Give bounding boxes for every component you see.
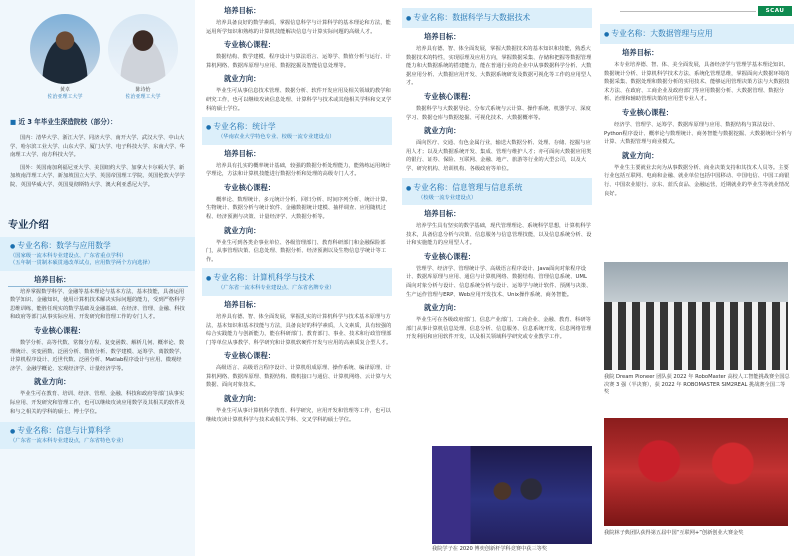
bullet-icon: ● (10, 428, 16, 436)
course-text: 经济学、管理学、运筹学、数据库原理与应用、数据结构与算法设计、Python程序设计、概率论与数理统计、商务智能与数据挖掘、大数据统计分析与计算、大数据管理与商业模式。 (604, 121, 792, 146)
column-1 (0, 0, 195, 556)
photo-caption: 我院学子在 2020 博奕创新杆学科竞赛中获三等奖 (432, 546, 548, 552)
job-text: 毕业生可从事计算机科学教育、科学研究，应用开发和管理等工作，也可以继续攻读计算机科学与技术或相关学科、交叉学科的硕士学位。 (206, 408, 391, 423)
job-text: 毕业生可从事信息技术管理、数据分析、软件开发应用及相关领域的教学和研究工作，也可以继续攻读信息处理、计算科学与技术或其他相关学科和交叉学科的硕士学位。 (206, 88, 392, 112)
goal-heading: 培养目标： (424, 32, 461, 41)
major-title: 专业名称：统计学 (213, 122, 276, 132)
goal-text: 培养具有扎实的概率统计基础，较强的数据分析处理能力，能熟练运用统计学理论，方法和计算机技能进行数据分析和处理的高级专门人才。 (206, 162, 391, 178)
further-study-heading: ■ 近 3 年毕业生深造院校（部分）： (10, 118, 117, 126)
course-text: 高级语言、高级语言程序设计、计算机组成原理、操作系统、编译原理、计算机网络、数据库原理、数据结构、微机接口与通信、计算机网络、云计算与大数据、面向对象技术。 (206, 365, 392, 389)
major-title: 专业名称：计算机科学与技术 (213, 273, 315, 283)
bullet-icon: ● (406, 15, 412, 22)
goal-text: 培养具有德、智、体全面发展，掌握大数据技术的基本知识和技能，熟悉大数据技术的特性，实现原理及应用方向，掌握数据采集、存储和把握等数据管理能力和大数据系统的搭建能力，能在普通行业的企业中从事数据科学分析、大数据应用分析、大数据应用开发、大数据系统研发及数据可视化等工作的应用型人才。 (406, 46, 592, 87)
major-title: 专业名称：大数据管理与应用 (611, 29, 713, 38)
bullet-icon: ● (406, 184, 412, 192)
course-heading: 专业核心课程： (224, 182, 276, 192)
robomaster-photo-backdrop (604, 262, 788, 302)
course-text: 数据科学与大数据导论、分布式系统与云计算、操作系统、机器学习、深度学习、数据仓库与数据挖掘、可视化技术、大数据概率等。 (406, 105, 591, 121)
student-caption-1 (25, 87, 105, 101)
job-text: 面向医疗、交通、有色金属行业，输送大数据分析、处理、存储、挖掘与应用人才；以及大数据系统开发、集成、管理与维护人才；亦可面向大数据应用类的银行、证券、保险、互联网、金融、地产、旅游等行业的大型公司，以及大学、研究机构、培训机构、各级政府等单位。 (406, 140, 592, 172)
job-heading: 就业方向： (424, 126, 461, 136)
course-heading: 专业核心课程： (424, 91, 476, 101)
job-heading: 就业方向： (424, 303, 461, 313)
major-header (202, 268, 392, 296)
major-header (202, 117, 392, 145)
goal-heading: 培养目标： (34, 274, 71, 284)
major-header (402, 178, 592, 206)
student-photos (0, 0, 195, 110)
job-heading: 就业方向： (224, 394, 261, 404)
job-heading: 就业方向： (224, 74, 261, 84)
header-rule (620, 11, 756, 12)
section-divider (8, 286, 188, 287)
internet-plus-award-photo (604, 418, 788, 526)
student-school: 佐治亚理工大学 (125, 94, 161, 100)
goal-text: 培养具有德、智、体全面发展，掌握扎实的计算机科学与技术基本原理与方法，基本知识和基本技能与方法，具备良好的科学素质，人文素质，具有较强的综合实践能力与创新能力，能在科研部门、教育部门、事业、技术和行政管理部门等单位从事教学、科学研究和计算机软硬件开发与应用的高素质复合型人才。 (206, 313, 392, 346)
scau-logo: SCAU (758, 6, 792, 16)
job-heading: 就业方向： (34, 377, 71, 387)
major-header (402, 8, 592, 28)
bullet-icon: ● (206, 124, 212, 132)
domestic-schools: 国内：清华大学、浙江大学、同济大学、南开大学、武汉大学、中山大学、哈尔滨工业大学、山东大学、厦门大学、电子科技大学、东南大学、华南理工大学、南方科技大学。 (10, 135, 185, 159)
course-heading: 专业核心课程： (34, 325, 86, 335)
major-title: 专业名称：信息与计算科学 (17, 426, 111, 436)
course-heading: 专业核心课程： (622, 107, 674, 117)
job-text: 毕业生可在各级政府部门、信息产业部门、工商企业、金融、教育、科研等部门从事计算机信息处理、信息分析、信息服务、信息系统开发、信息网络管理开发利用和应用软件开发，以及相关领域科学研究或专业教学工作。 (406, 317, 592, 341)
goal-text: 培养具备良好的数学素质，掌握信息科学与计算科学的基本理论和方法，能运用所学知识和熟练的计算机技能解决信息与计算实际问题的高级人才。 (206, 20, 391, 35)
goal-heading: 培养目标： (424, 209, 461, 219)
section-title: 专业介绍 (8, 219, 49, 231)
goal-text: 培养学生具有坚实的数学基础，现代管理理论、系统科学思想，计算机科学技术，具备信息分析与决策、信息服务与信息管理技能，以及信息系统分析、设计和实施能力的应用型人才。 (406, 223, 592, 247)
major-note: （华南农业大学特色专业、校级一流专业建设点） (218, 134, 335, 141)
student-school: 佐治亚理工大学 (47, 94, 83, 100)
job-text: 毕业生可在教育、培训、经济、管理、金融、科技和政府等部门从事实际应用、开发研究和管理工作，也可以继续攻读应用数学及其相关的软件及和与之相关的学科的硕士、博士学位。 (10, 391, 185, 415)
job-heading: 就业方向： (224, 225, 261, 235)
goal-text: 本专业培养德、智、体、美全面发展，具备经济学与管理学基本理论知识、数据统计分析、计算机科学技术方法、系统化管理思维，掌握面向大数据环境的数据采集、数据处理和数据分析的实用技术、能够运用管理决策方法与大数据技术方法、在政府、工商企业及政府部门等应用数据分析、大数据管理、数据分析、治理和辅助管理决策的应用型专业人才。 (604, 62, 790, 103)
award-photo-students (432, 446, 592, 544)
goal-heading: 培养目标： (224, 6, 261, 15)
bullet-icon: ● (10, 242, 16, 250)
major-title: 专业名称：信息管理与信息系统 (413, 182, 523, 192)
bullet-icon: ● (206, 275, 212, 283)
course-text: 数据结构、数学建模、程序设计与算法语言、运筹学、数值分析与运行、计算机网络、数据库原理与应用、数据挖掘及智能信息处理等。 (206, 54, 391, 69)
course-text: 管理学、经济学、管理统计学、高级语言程序设计、Java面向对象程序设计、数据库原理与应用、通信与计算机网络、数据结构、管理信息系统、UML面向对象分析与设计、信息系统分析与设计、运筹学与统计软件、预测与决策、生产运作管理与ERP、Web应用开发技术、Unix操作系统、商务智能。 (406, 265, 592, 298)
major-note: （国家级一流本科专业建设点、广东省重点学科） （五年制一贯制本硕贯通改革试点，应用数学两个方向选择） (10, 252, 154, 267)
goal-heading: 培养目标： (622, 48, 659, 57)
photo-caption: 我院林子典团队获得第五届中国“互联网+”创新创业大赛金奖 (604, 530, 744, 536)
job-text: 毕业生可到各类企事业单位、各级管理部门、教育科研部门和金融保险部门，从事管理决策、信息处理、数据分析、经济预测以及生物信息学统计等工作。 (206, 239, 387, 263)
student-photo-2 (108, 14, 178, 84)
column-2 (198, 0, 398, 556)
major-note: （广东省一流本科专业建设点、广东省名牌专业） (218, 285, 335, 292)
course-heading: 专业核心课程： (224, 351, 276, 361)
photo-caption: 我院 Dream Pioneer 团队获 2022 年 RoboMaster 高校人工智能挑战赛全国总决赛 3 强（半决赛），获 2022 年 ROBOMASTER SIM2REAL 挑战赛全国二等奖 (604, 374, 790, 395)
major-note: （广东省一流本科专业建设点，广东省特色专业） (10, 438, 127, 445)
bullet-icon: ● (604, 31, 610, 38)
goal-heading: 培养目标： (224, 148, 261, 158)
major-title: 专业名称：数据科学与大数据技术 (413, 13, 531, 22)
major-header (0, 237, 195, 271)
student-name: 黄卓 (59, 87, 70, 93)
course-text: 数学分析、高等代数、常微分方程、复变函数、解析几何、概率论、数理统计、实变函数、泛函分析、数值分析、数学建模、运筹学、离散数学、计算机程序设计、近世代数、泛函分析、Matlab程序设计与应用、微观经济学、金融学概论、宏观经济学、计量经济学等。 (10, 339, 185, 372)
student-photo-1 (30, 14, 100, 84)
major-note: （校级一流专业建设点） (418, 194, 477, 201)
course-heading: 专业核心课程： (224, 40, 276, 50)
major-header (600, 24, 794, 44)
goal-text: 培养掌握数学科学、金融等基本理论与基本方法，基本技能，具备运用数学知识、金融知识，使用计算机技术解决实际问题的能力，受到严格科学思维训练，能胜任现实的数学基础及金融基础、在经济、管理、金融、科技和政府等部门从事实际应用、开发研究和管理工作的专门人才。 (10, 288, 185, 321)
abroad-schools: 国外：英国南加利福尼亚大学、美国纽约大学、加拿大卡尔顿大学、新加坡南洋理工大学、新加坡国立大学、英国帝国理工学院、英国伦敦大学学院、英国华威大学、英国曼彻斯特大学、澳大利亚悉尼大学。 (10, 164, 185, 188)
course-text: 概率论、数理统计、多元统计分析、回归分析、时间序列分析、统计计算、生物统计、数据分析与统计软件、金融数据统计建模、抽样调查、应用随机过程、经济预测与决策、计量经济学、大数据分析等。 (206, 196, 391, 221)
goal-heading: 培养目标： (224, 299, 261, 309)
job-heading: 就业方向： (622, 150, 659, 160)
student-name: 陈诗怡 (135, 87, 151, 93)
job-text: 毕业生主要就业去向为从事数据分析、商业决策支持和其技术人员等。主要行业包括互联网、电商和金融、就业单位包括中国移动、中国电信、中国工商银行、中国农业银行、京东、蓝氏食品、金融运营，近期就业的毕业生等就业情况良好。 (604, 164, 790, 197)
major-title: 专业名称：数学与应用数学 (17, 240, 111, 250)
student-caption-2 (103, 87, 183, 101)
course-heading: 专业核心课程： (424, 251, 476, 261)
major-header (0, 422, 195, 449)
